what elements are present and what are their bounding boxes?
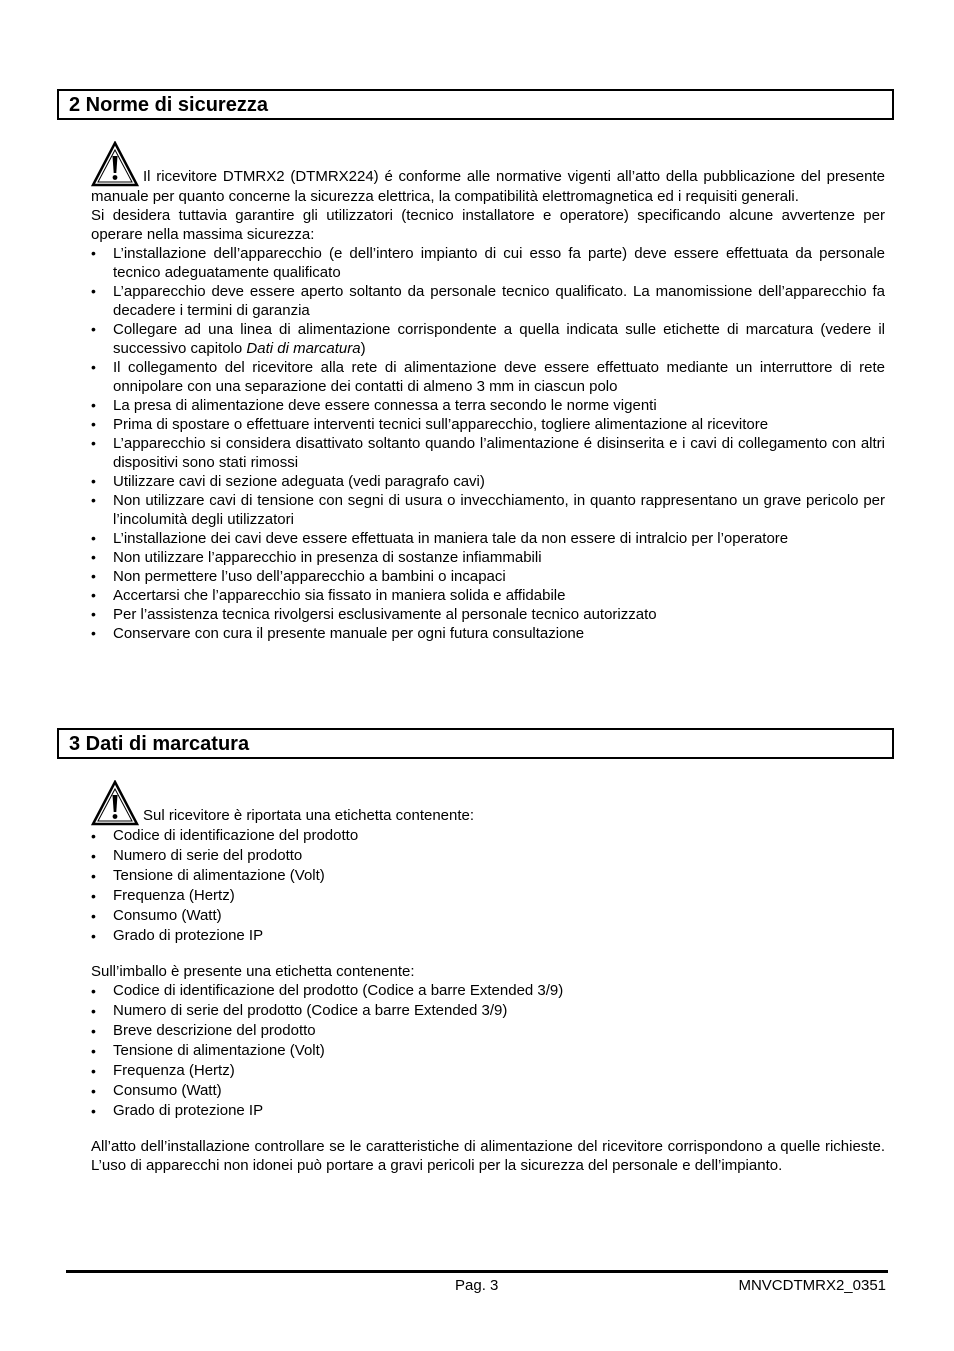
- list-item: • Utilizzare cavi di sezione adeguata (vedi paragrafo cavi): [91, 472, 885, 491]
- packaging-label-list: [91, 981, 885, 1121]
- footer-rule: [66, 1270, 888, 1273]
- list-item: • Il collegamento del ricevitore alla rete di alimentazione deve essere effettuato mediante un interruttore di rete onnipolare con una separazione dei contatti di almeno 3 mm in ciascun polo: [91, 358, 885, 396]
- section-3-body: [91, 780, 885, 1175]
- list-item: • Prima di spostare o effettuare interventi tecnici sull’apparecchio, togliere alimentazione al ricevitore: [91, 415, 885, 434]
- list-item: • La presa di alimentazione deve essere connessa a terra secondo le norme vigenti: [91, 396, 885, 415]
- page-number: Pag. 3: [455, 1277, 499, 1294]
- section-3-intro: [91, 780, 885, 826]
- section-2-title: 2 Norme di sicurezza: [69, 94, 268, 116]
- section-2-intro-text: Il ricevitore DTMRX2 (DTMRX224) é conforme alle normative vigenti all’atto della pubblicazione del presente manuale per quanto concerne la sicurezza elettrica, la compatibilità elettromagnetica ed i requisiti generali.: [91, 168, 885, 205]
- section-3-intro-text: Sul ricevitore è riportata una etichetta contenente:: [143, 807, 475, 824]
- list-item: • Non utilizzare cavi di tensione con segni di usura o invecchiamento, in quanto rappresentano un grave pericolo per l’incolumità degli utilizzatori: [91, 491, 885, 529]
- list-item: • Tensione di alimentazione (Volt): [91, 1041, 885, 1061]
- safety-list: [91, 244, 885, 643]
- list-item: • Non utilizzare l’apparecchio in presenza di sostanze infiammabili: [91, 548, 885, 567]
- list-item-italic: Dati di marcatura: [246, 340, 361, 357]
- section-3-title: 3 Dati di marcatura: [69, 733, 250, 755]
- section-2-header: [57, 89, 894, 120]
- list-item: • Grado di protezione IP: [91, 926, 885, 946]
- list-item-close: ): [360, 340, 366, 357]
- list-item: • Consumo (Watt): [91, 1081, 885, 1101]
- section-3-closing: All’atto dell’installazione controllare se le caratteristiche di alimentazione del ricevitore corrispondono a quelle richieste. L’uso di apparecchi non idonei può portare a gravi pericoli per la sicurezza del personale e dell’impianto.: [91, 1138, 885, 1174]
- list-item: • L’installazione dell’apparecchio (e dell’intero impianto di cui esso fa parte) deve essere effettuata da personale tecnico adeguatamente qualificato: [91, 244, 885, 282]
- list-item: • Numero di serie del prodotto: [91, 846, 885, 866]
- document-code: MNVCDTMRX2_0351: [738, 1277, 886, 1294]
- list-item: • Consumo (Watt): [91, 906, 885, 926]
- list-item: • L’apparecchio si considera disattivato soltanto quando l’alimentazione é disinserita e i cavi di collegamento con altri dispositivi sono stati rimossi: [91, 434, 885, 472]
- list-item: • L’installazione dei cavi deve essere effettuata in maniera tale da non essere di intralcio per l’operatore: [91, 529, 885, 548]
- list-item: • Non permettere l’uso dell’apparecchio a bambini o incapaci: [91, 567, 885, 586]
- list-item-text: Collegare ad una linea di alimentazione corrispondente a quella indicata sulle etichette di marcatura (vedere il successivo capitolo: [113, 321, 885, 357]
- warning-triangle-icon: [91, 780, 139, 826]
- list-item: • Breve descrizione del prodotto: [91, 1021, 885, 1041]
- list-item: • Per l’assistenza tecnica rivolgersi esclusivamente al personale tecnico autorizzato: [91, 605, 885, 624]
- list-item: • Tensione di alimentazione (Volt): [91, 866, 885, 886]
- list-item: • L’apparecchio deve essere aperto soltanto da personale tecnico qualificato. La manomissione dell’apparecchio fa decadere i termini di garanzia: [91, 282, 885, 320]
- list-item: • Frequenza (Hertz): [91, 1061, 885, 1081]
- section-2-intro: [91, 141, 885, 206]
- list-item: • Conservare con cura il presente manuale per ogni futura consultazione: [91, 624, 885, 643]
- section-2-para2: Si desidera tuttavia garantire gli utilizzatori (tecnico installatore e operatore) specificando alcune avvertenze per operare nella massima sicurezza:: [91, 207, 885, 243]
- list-item: • Codice di identificazione del prodotto: [91, 826, 885, 846]
- section-2-body: [91, 141, 885, 643]
- list-item: • Grado di protezione IP: [91, 1101, 885, 1121]
- warning-triangle-icon: [91, 141, 139, 187]
- section-3-intro2: Sull’imballo è presente una etichetta contenente:: [91, 963, 415, 980]
- label-contents-list: [91, 826, 885, 946]
- list-item: • Frequenza (Hertz): [91, 886, 885, 906]
- list-item: • Numero di serie del prodotto (Codice a barre Extended 3/9): [91, 1001, 885, 1021]
- list-item: • Codice di identificazione del prodotto (Codice a barre Extended 3/9): [91, 981, 885, 1001]
- list-item: • Accertarsi che l’apparecchio sia fissato in maniera solida e affidabile: [91, 586, 885, 605]
- section-3-header: [57, 728, 894, 759]
- list-item: [91, 320, 885, 358]
